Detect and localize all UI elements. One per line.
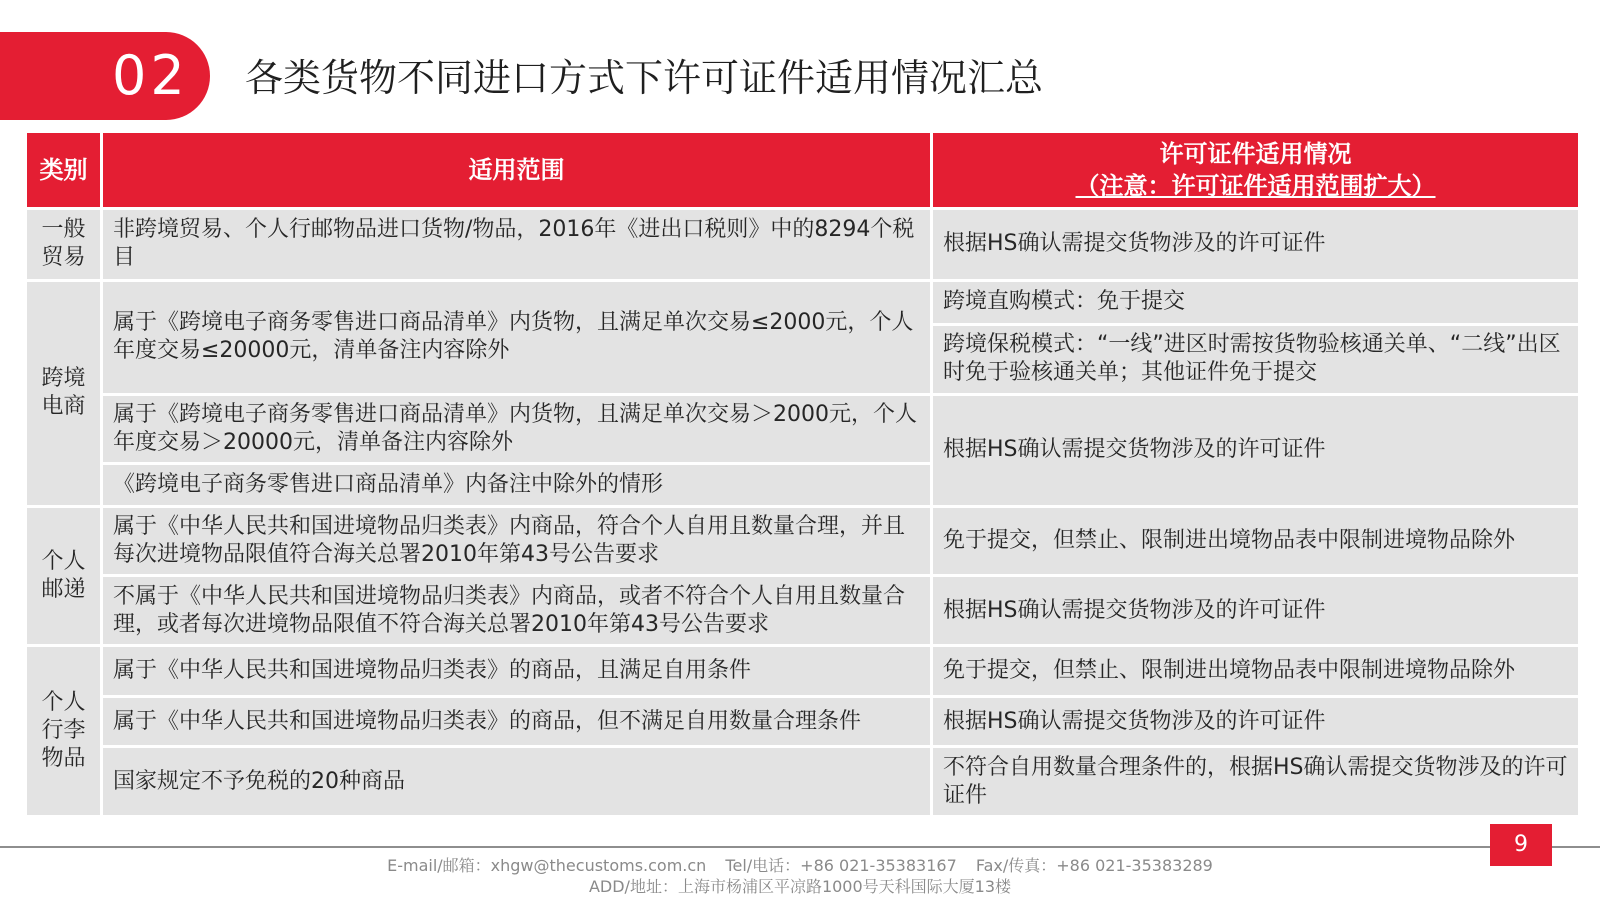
license-summary-table <box>24 130 1581 818</box>
scope-cell: 《跨境电子商务零售进口商品清单》内备注中除外的情形 <box>103 465 930 505</box>
license-cell: 根据HS确认需提交货物涉及的许可证件 <box>933 396 1578 505</box>
license-cell: 跨境直购模式：免于提交 <box>933 282 1578 324</box>
table-row <box>27 210 1578 279</box>
header-license <box>933 133 1578 207</box>
category-label: 行李 <box>41 717 86 743</box>
category-label: 个人 <box>41 548 86 574</box>
table-row <box>27 577 1578 644</box>
table-header-row <box>27 133 1578 207</box>
category-label: 物品 <box>41 745 86 771</box>
scope-cell: 属于《跨境电子商务零售进口商品清单》内货物，且满足单次交易≤2000元，个人年度交易≤20000元，清单备注内容除外 <box>103 282 930 393</box>
category-personal-luggage <box>27 647 100 815</box>
footer-tel: Tel/电话：+86 021-35383167 <box>725 856 957 875</box>
category-general-trade <box>27 210 100 279</box>
license-cell: 根据HS确认需提交货物涉及的许可证件 <box>933 698 1578 746</box>
table-row <box>27 508 1578 575</box>
table-row <box>27 282 1578 324</box>
scope-cell: 属于《中华人民共和国进境物品归类表》的商品，且满足自用条件 <box>103 647 930 695</box>
footer-email: E-mail/邮箱：xhgw@thecustoms.com.cn <box>387 856 707 875</box>
header-license-note: （注意：许可证件适用范围扩大） <box>1075 172 1436 200</box>
table-row <box>27 396 1578 463</box>
license-cell: 根据HS确认需提交货物涉及的许可证件 <box>933 577 1578 644</box>
header-license-title: 许可证件适用情况 <box>1159 140 1352 168</box>
scope-cell: 国家规定不予免税的20种商品 <box>103 748 930 815</box>
category-label: 个人 <box>41 689 86 715</box>
category-label: 跨境 <box>41 366 86 392</box>
scope-cell: 非跨境贸易、个人行邮物品进口货物/物品，2016年《进出口税则》中的8294个税目 <box>103 210 930 279</box>
category-personal-postal <box>27 508 100 644</box>
header-category: 类别 <box>27 133 100 207</box>
scope-cell: 属于《中华人民共和国进境物品归类表》的商品，但不满足自用数量合理条件 <box>103 698 930 746</box>
category-label: 邮递 <box>41 576 86 602</box>
footer-address: ADD/地址：上海市杨浦区平凉路1000号天科国际大厦13楼 <box>588 877 1012 896</box>
license-cell: 根据HS确认需提交货物涉及的许可证件 <box>933 210 1578 279</box>
license-cell: 免于提交，但禁止、限制进出境物品表中限制进境物品除外 <box>933 647 1578 695</box>
footer-fax: Fax/传真：+86 021-35383289 <box>975 856 1213 875</box>
category-cross-border-ecommerce <box>27 282 100 505</box>
footer-contact <box>0 856 1600 876</box>
section-number: 02 <box>112 44 189 107</box>
category-label: 一般 <box>41 217 86 243</box>
table-row <box>27 748 1578 815</box>
scope-cell: 不属于《中华人民共和国进境物品归类表》内商品，或者不符合个人自用且数量合理，或者每次进境物品限值不符合海关总署2010年第43号公告要求 <box>103 577 930 644</box>
table-row <box>27 698 1578 746</box>
footer-divider <box>0 846 1600 848</box>
table-row <box>27 647 1578 695</box>
category-label: 贸易 <box>41 245 86 271</box>
page-number: 9 <box>1490 824 1552 866</box>
license-cell: 不符合自用数量合理条件的，根据HS确认需提交货物涉及的许可证件 <box>933 748 1578 815</box>
license-cell: 免于提交，但禁止、限制进出境物品表中限制进境物品除外 <box>933 508 1578 575</box>
page-title: 各类货物不同进口方式下许可证件适用情况汇总 <box>245 56 1044 100</box>
license-cell: 跨境保税模式：“一线”进区时需按货物验核通关单、“二线”出区时免于验核通关单；其他证件免于提交 <box>933 326 1578 393</box>
header-scope: 适用范围 <box>103 133 930 207</box>
scope-cell: 属于《中华人民共和国进境物品归类表》内商品，符合个人自用且数量合理，并且每次进境物品限值符合海关总署2010年第43号公告要求 <box>103 508 930 575</box>
category-label: 电商 <box>41 394 86 420</box>
scope-cell: 属于《跨境电子商务零售进口商品清单》内货物，且满足单次交易＞2000元，个人年度交易＞20000元，清单备注内容除外 <box>103 396 930 463</box>
